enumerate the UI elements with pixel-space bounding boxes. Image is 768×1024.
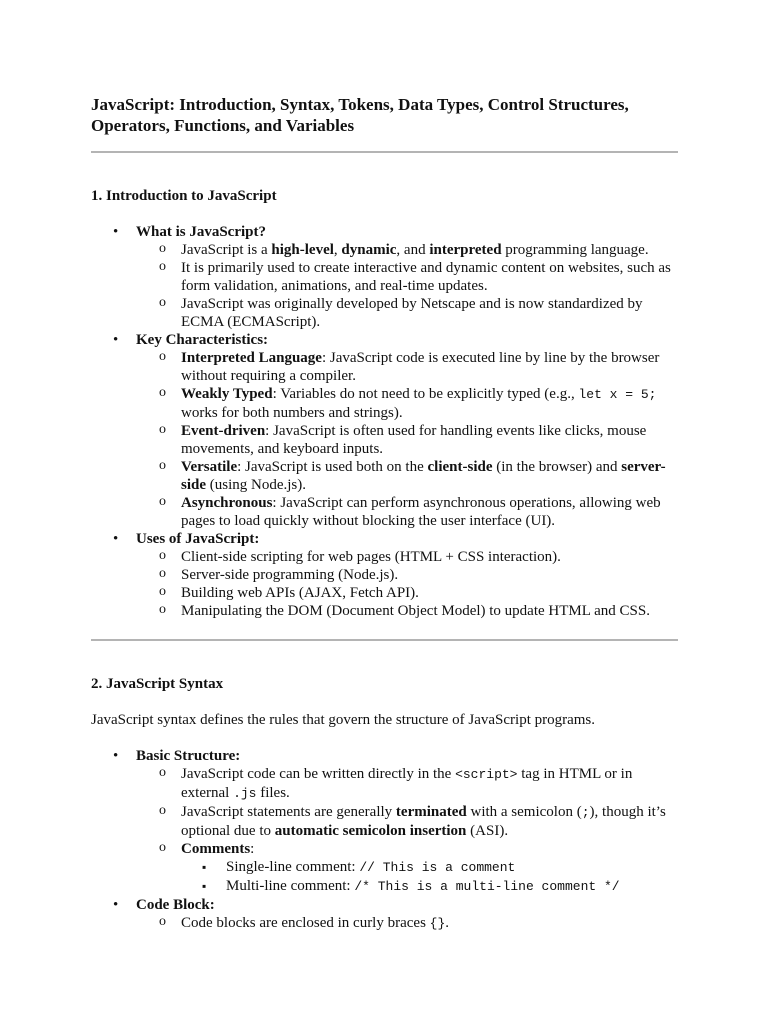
list-item [181,765,681,803]
sub-list [136,548,681,620]
text: tag in HTML or in external [181,766,633,801]
text: with a semicolon ( [466,804,582,820]
text: files. [256,785,290,801]
bold-text: automatic semicolon insertion [274,823,467,839]
sub-sub-list [181,858,681,896]
text: (using Node.js). [206,477,307,493]
text: programming language. [501,242,649,258]
bold-text: Comments [181,841,251,857]
text: : JavaScript can perform asynchronous operations, allowing web pages to load quickly without blocking the user interface (UI). [181,495,661,529]
section-heading-intro: 1. Introduction to JavaScript [91,188,277,204]
text: : JavaScript is used both on the [237,459,428,475]
list-item: o Server-side programming (Node.js). [181,566,681,584]
list-item [181,840,681,896]
text: : JavaScript is often used for handling events like clicks, mouse movements, and keyboard inputs. [181,423,647,457]
bold-text: Asynchronous [181,495,273,511]
text: Multi-line comment: [226,878,355,894]
bold-text: Versatile [181,459,238,475]
inline-code: // This is a comment [359,860,516,875]
text: : Variables do not need to be explicitly typed (e.g., [272,386,579,402]
bold-text: dynamic [341,242,397,258]
list-item [181,349,681,385]
list-item-code-block [136,896,681,933]
text: , and [396,242,430,258]
text: ), though it’s optional due to [181,804,666,839]
syntax-intro-paragraph: JavaScript syntax defines the rules that govern the structure of JavaScript programs. [91,712,596,728]
text: . [445,915,450,931]
section-heading-syntax: 2. JavaScript Syntax [91,676,224,692]
list-item [181,803,681,840]
list-item [181,494,681,530]
bold-text: Weakly Typed [181,386,273,402]
list-label: What is JavaScript? [136,224,267,240]
inline-code: /* This is a multi-line comment */ [354,879,620,894]
sub-list [136,914,681,933]
bold-text: server-side [181,459,666,493]
text: (in the browser) and [492,459,622,475]
list-label: Code Block: [136,897,215,913]
bold-text: interpreted [429,242,502,258]
list-label: Basic Structure: [136,748,241,764]
bold-text: high-level [271,242,334,258]
text: JavaScript statements are generally [181,804,396,820]
bold-text: Event-driven [181,423,266,439]
list-item: o JavaScript was originally developed by Netscape and is now standardized by ECMA (ECMAScript). [181,295,681,331]
text: works for both numbers and strings). [181,405,403,421]
text: (ASI). [466,823,509,839]
list-item-key-characteristics [136,331,681,530]
list-item: o Manipulating the DOM (Document Object Model) to update HTML and CSS. [181,602,681,620]
list-item-basic-structure [136,747,681,896]
horizontal-rule [91,639,678,641]
bold-text: client-side [427,459,493,475]
intro-list [136,223,681,620]
text: : JavaScript code is executed line by line by the browser without requiring a compiler. [181,350,660,384]
syntax-list [136,747,681,933]
list-label: Uses of JavaScript: [136,531,260,547]
inline-code: <script> [455,767,518,782]
sub-list [136,349,681,530]
sub-list [136,765,681,896]
inline-code: {} [429,916,446,931]
list-item [226,858,681,877]
list-item [181,422,681,458]
bold-text: Interpreted Language [181,350,322,366]
list-label: Key Characteristics: [136,332,269,348]
list-item [181,914,681,933]
text: JavaScript is a [181,242,272,258]
document-title: JavaScript: Introduction, Syntax, Tokens, Data Types, Control Structures, Operators, Functions, and Variables [91,95,629,135]
list-item [181,241,681,259]
list-item-what-is-js [136,223,681,331]
text: : [250,841,255,857]
text: Single-line comment: [226,859,360,875]
list-item [181,385,681,422]
list-item: o Building web APIs (AJAX, Fetch API). [181,584,681,602]
text: , [333,242,342,258]
list-item: o It is primarily used to create interactive and dynamic content on websites, such as form validation, animations, and real-time updates. [181,259,681,295]
list-item: o Client-side scripting for web pages (HTML + CSS interaction). [181,548,681,566]
inline-code: let x = 5; [578,387,657,402]
bold-text: terminated [395,804,467,820]
list-item [181,458,681,494]
list-item-uses [136,530,681,620]
inline-code: .js [233,786,257,801]
text: Code blocks are enclosed in curly braces [181,915,430,931]
horizontal-rule [91,151,678,153]
list-item [226,877,681,896]
inline-code: ; [581,805,590,820]
text: JavaScript code can be written directly in the [181,766,456,782]
sub-list [136,241,681,331]
